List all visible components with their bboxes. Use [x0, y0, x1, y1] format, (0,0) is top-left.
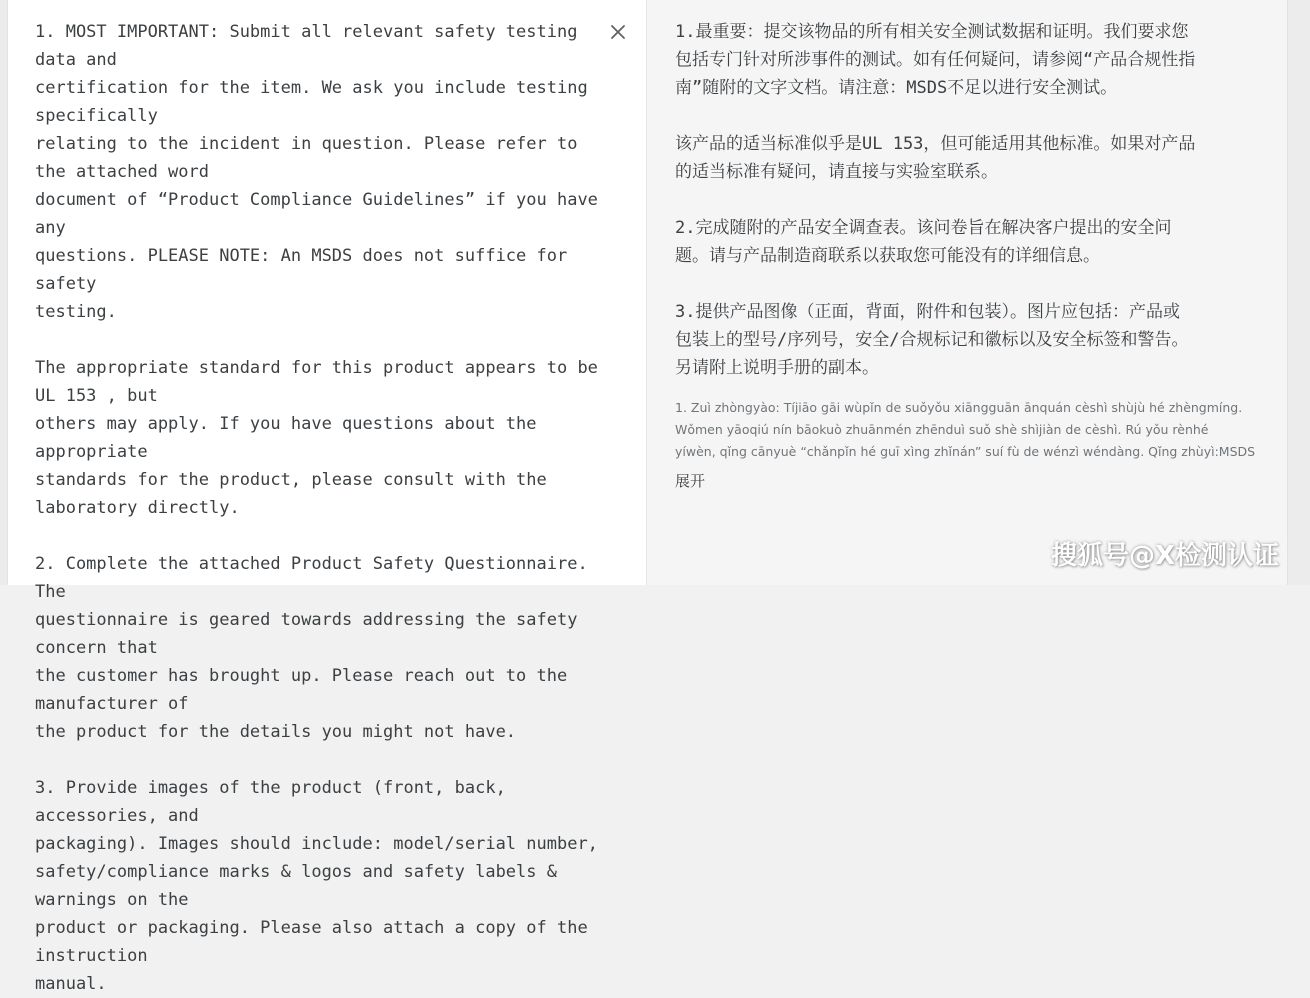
source-text[interactable]: 1. MOST IMPORTANT: Submit all relevant safety testing data and certification for the item. We ask you include testing specifically relating to the incident in question. Please refer to the attached word document of “Product Compliance Guidelines” if you have any questions. PLEASE NOTE: An MSDS does not suffice for safety testing. The appropriate standard for this product appears to be UL 153 , but others may apply. If you have questions about the appropriate standards for the product, please consult with the laboratory directly. 2. Complete the attached Product Safety Questionnaire. The questionnaire is geared towards addressing the safety concern that the customer has brought up. Please reach out to the manufacturer of the product for the details you might not have. 3. Provide images of the product (front, back, accessories, and packaging). Images should include: model/serial number, safety/compliance marks & logos and safety labels & warnings on the product or packaging. Please also attach a copy of the instruction manual. [35, 22, 598, 994]
left-scroll-gutter [0, 0, 8, 585]
clear-source-button[interactable] [606, 20, 630, 44]
romanization-line: yíwèn, qǐng cānyuè “chǎnpǐn hé guī xìng zhǐnán” suí fù de wénzì wéndàng. Qǐng zhùyì:MSDS [675, 444, 1256, 459]
right-scroll-gutter [1287, 0, 1310, 585]
romanization-text [675, 397, 1260, 463]
romanization-line: Wǒmen yāoqiú nín bāokuò zhuānmén zhēnduì suǒ shè shìjiàn de cèshì. Rú yǒu rènhé [675, 422, 1209, 437]
translated-text: 1.最重要：提交该物品的所有相关安全测试数据和证明。我们要求您 包括专门针对所涉事件的测试。如有任何疑问，请参阅“产品合规性指 南”随附的文字文档。请注意：MSDS不足以进行安全测试。 该产品的适当标准似乎是UL 153，但可能适用其他标准。如果对产品 的适当标准有疑问，请直接与实验室联系。 2.完成随附的产品安全调查表。该问卷旨在解决客户提出的安全问 题。请与产品制造商联系以获取您可能没有的详细信息。 3.提供产品图像（正面，背面，附件和包装）。图片应包括：产品或 包装上的型号/序列号，安全/合规标记和徽标以及安全标签和警告。 另请附上说明手册的副本。 [675, 22, 1196, 378]
close-icon [609, 23, 627, 41]
romanization-line: 1. Zuì zhòngyào: Tíjiāo gāi wùpǐn de suǒyǒu xiāngguān ānquán cèshì shùjù hé zhèngmíng. [675, 400, 1243, 415]
source-text-pane[interactable] [8, 0, 646, 994]
translation-result-pane [646, 0, 1287, 585]
expand-romanization-link[interactable]: 展开 [675, 472, 706, 490]
watermark: 搜狐号@X检测认证 [1051, 541, 1280, 571]
